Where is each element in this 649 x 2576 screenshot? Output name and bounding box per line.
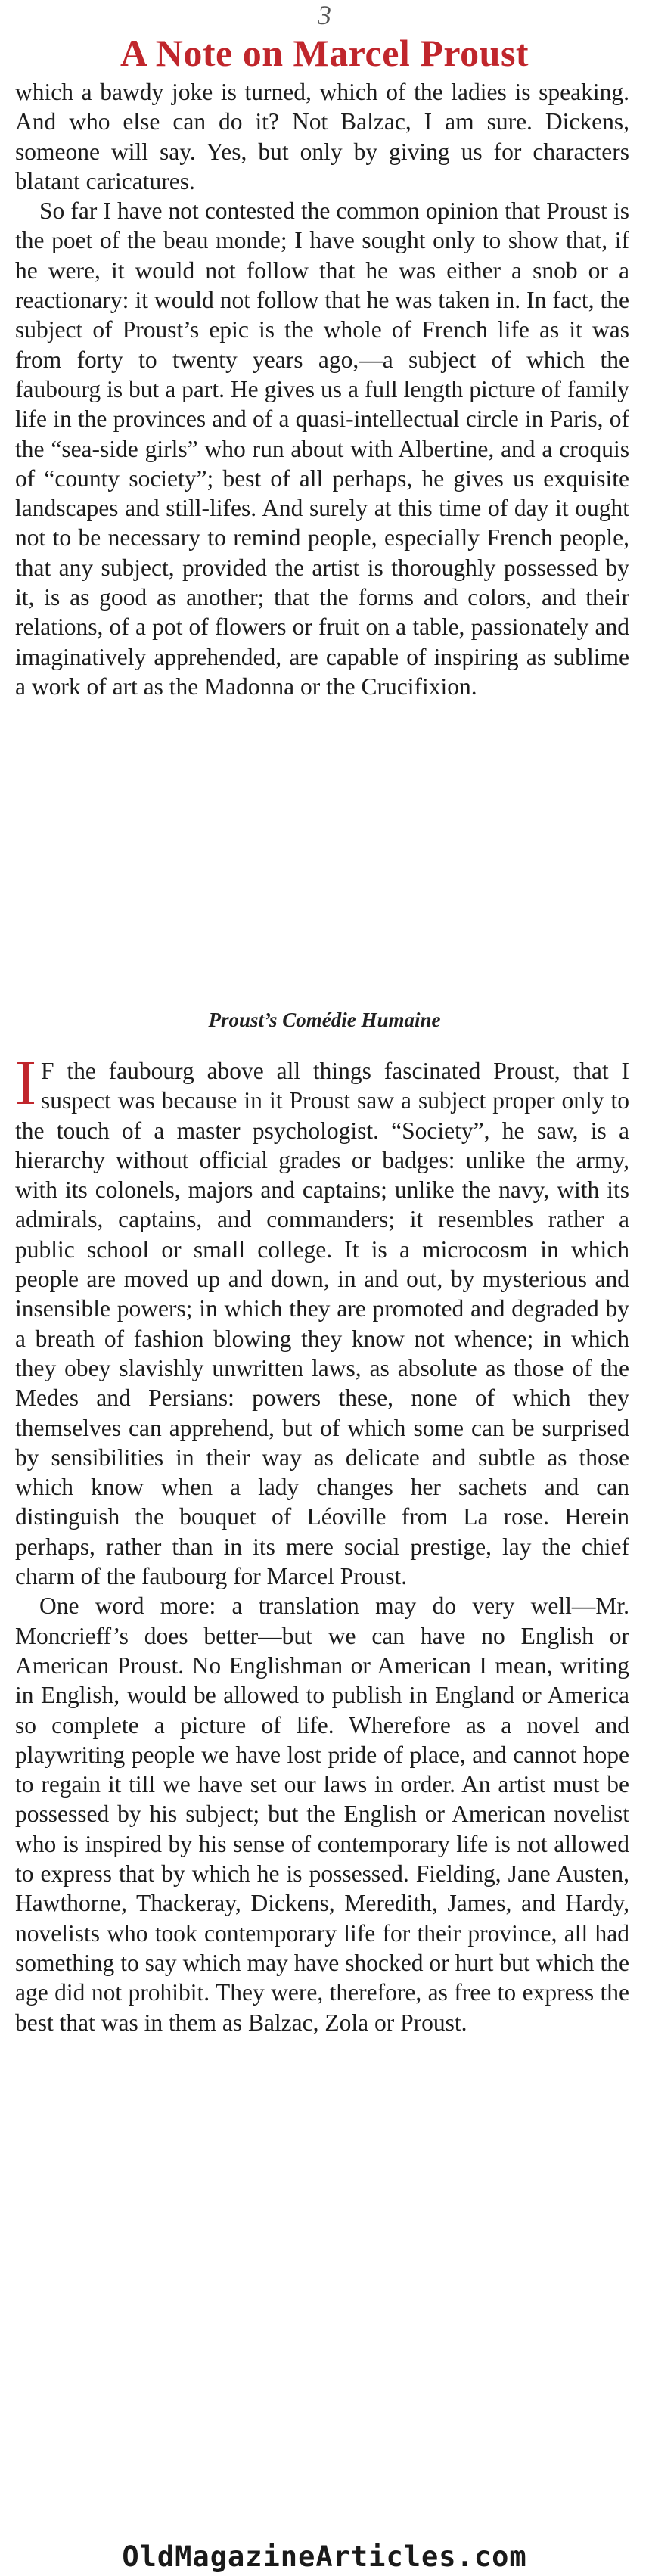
page-number: 3 bbox=[318, 0, 331, 30]
site-watermark: OldMagazineArticles.com bbox=[122, 2540, 527, 2573]
paragraph: One word more: a translation may do very well—Mr. Moncrieff’s does better—but we can have no English or American Proust. No Englishman or American I mean, writing in English, would be allowed to publish in England or America so complete a picture of life. Wherefore as a novel and playwriting people we have lost pride of place, and cannot hope to regain it till we have set our laws in order. An artist must be possessed by his subject; but the English or American novelist who is inspired by his sense of contemporary life is not allowed to express that by which he is possessed. Fielding, Jane Austen, Hawthorne, Thackeray, Dickens, Meredith, James, and Hardy, novelists who took contemporary life for their province, all had something to say which may have shocked or hurt but which the age did not prohibit. They were, therefore, as free to express the best that was in them as Balzac, Zola or Proust. bbox=[15, 1593, 629, 2036]
article-title: A Note on Marcel Proust bbox=[120, 32, 529, 74]
paragraph-with-dropcap bbox=[15, 1048, 629, 1591]
article-body-part-one bbox=[15, 77, 629, 701]
article-body-part-two bbox=[15, 1048, 629, 2037]
section-heading: Proust’s Comédie Humaine bbox=[208, 1008, 441, 1031]
drop-cap: I bbox=[15, 1048, 36, 1118]
paragraph: So far I have not contested the common opinion that Proust is the poet of the beau monde; I have sought only to show that, if he were, it would not follow that he was either a snob or a reactionary: it would not follow that he was taken in. In fact, the subject of Proust’s epic is the whole of French life as it was from forty to twenty years ago,—a subject of which the faubourg is but a part. He gives us a full length picture of family life in the provinces and of a quasi-intellectual circle in Paris, of the “sea-side girls” who run about with Albertine, and a croquis of “county society”; best of all perhaps, he gives us exquisite landscapes and still-lifes. And surely at this time of day it ought not to be necessary to remind people, especially French people, that any subject, provided the artist is thoroughly possessed by it, is as good as another; that the forms and colors, and their relations, of a pot of flowers or fruit on a table, passionately and imaginatively apprehended, are capable of inspiring as sublime a work of art as the Madonna or the Crucifixion. bbox=[15, 197, 629, 700]
paragraph: which a bawdy joke is turned, which of the ladies is speaking. And who else can do it? Not Balzac, I am sure. Dickens, someone will say. Yes, but only by giving us for characters blatant caricatures. bbox=[15, 79, 629, 194]
paragraph-text: F the faubourg above all things fascinated Proust, that I suspect was because in it Proust saw a subject proper only to the touch of a master psychologist. “Society”, he saw, is a hierarchy without official grades or badges: unlike the army, with its colonels, majors and captains; unlike the navy, with its admirals, captains, and commanders; it resembles rather a public school or small college. It is a microcosm in which people are moved up and down, in and out, by mysterious and insensible powers; in which they are promoted and degraded by a breath of fashion blowing they know not whence; in which they obey slavishly unwritten laws, as absolute as those of the Medes and Persians: powers these, none of which they themselves can apprehend, but of which some can be surprised by sensibilities in their way as delicate and subtle as those which know when a lady changes her sachets and can distinguish the bouquet of Léoville from La rose. Herein perhaps, rather than in its mere social prestige, lay the chief charm of the faubourg for Marcel Proust. bbox=[15, 1058, 629, 1590]
